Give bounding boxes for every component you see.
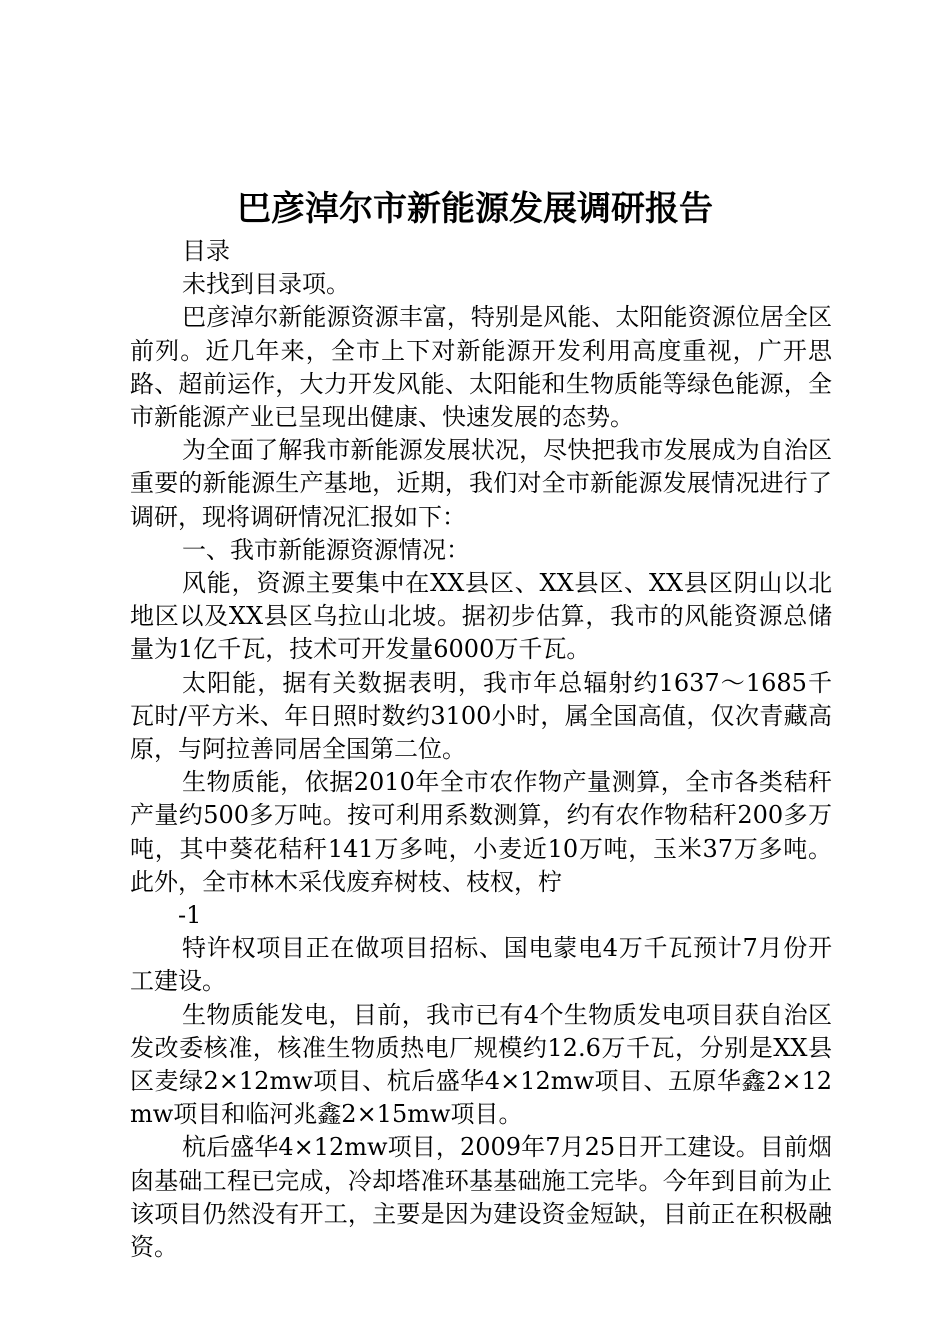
paragraph-wind: 风能，资源主要集中在XX县区、XX县区、XX县区阴山以北地区以及XX县区乌拉山北坡。据初步估算，我市的风能资源总储量为1亿千瓦，技术可开发量6000万千瓦。 bbox=[130, 569, 832, 664]
toc-heading: 目录 bbox=[182, 237, 230, 265]
document-title: 巴彦淖尔市新能源发展调研报告 bbox=[237, 189, 713, 229]
toc-empty-notice: 未找到目录项。 bbox=[182, 270, 350, 299]
paragraph-intro: 巴彦淖尔新能源资源丰富，特别是风能、太阳能资源位居全区前列。近几年来，全市上下对新能源开发利用高度重视，广开思路、超前运作，大力开发风能、太阳能和生物质能等绿色能源，全市新能源产业已呈现出健康、快速发展的态势。 bbox=[130, 303, 832, 432]
paragraph-purpose: 为全面了解我市新能源发展状况，尽快把我市发展成为自治区重要的新能源生产基地，近期，我们对全市新能源发展情况进行了调研，现将调研情况汇报如下： bbox=[130, 436, 832, 531]
paragraph-hanghou-project: 杭后盛华4×12mw项目，2009年7月25日开工建设。目前烟囱基础工程已完成，冷却塔准环基基础施工完毕。今年到目前为止该项目仍然没有开工，主要是因为建设资金短缺，目前正在积极融资。 bbox=[130, 1133, 832, 1262]
paragraph-concession: 特许权项目正在做项目招标、国电蒙电4万千瓦预计7月份开工建设。 bbox=[130, 934, 832, 996]
page-number: -1 bbox=[178, 901, 202, 930]
paragraph-biomass-power: 生物质能发电，目前，我市已有4个生物质发电项目获自治区发改委核准，核准生物质热电厂规模约12.6万千瓦，分别是XX县区麦绿2×12mw项目、杭后盛华4×12mw项目、五原华鑫2×12mw项目和临河兆鑫2×15mw项目。 bbox=[130, 1000, 832, 1129]
paragraph-solar: 太阳能，据有关数据表明，我市年总辐射约1637～1685千瓦时/平方米、年日照时数约3100小时，属全国高值，仅次青藏高原，与阿拉善同居全国第二位。 bbox=[130, 668, 832, 764]
document-body bbox=[130, 235, 832, 1264]
paragraph-biomass: 生物质能，依据2010年全市农作物产量测算，全市各类秸秆产量约500多万吨。按可利用系数测算，约有农作物秸秆200多万吨，其中葵花秸秆141万多吨，小麦近10万吨，玉米37万多吨。此外，全市林木采伐废弃树枝、枝杈，柠 bbox=[130, 768, 832, 896]
section-heading-resources: 一、我市新能源资源情况： bbox=[182, 535, 470, 564]
